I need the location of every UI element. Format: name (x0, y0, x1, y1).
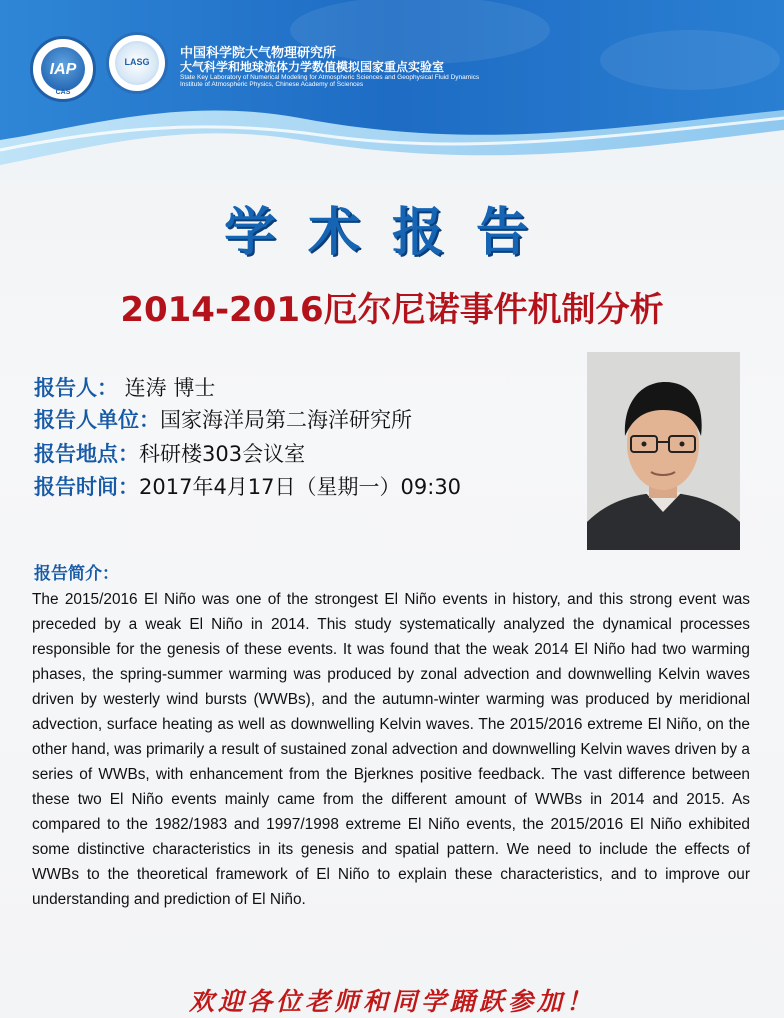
speaker-value: 连涛 博士 (118, 376, 216, 400)
org-name-cn-1: 中国科学院大气物理研究所 (180, 46, 337, 61)
cas-logo-text: CAS (55, 89, 71, 96)
time-label: 报告时间： (34, 475, 139, 499)
affiliation-row (34, 404, 412, 434)
time-row (34, 471, 461, 501)
affiliation-label: 报告人单位： (34, 408, 160, 432)
abstract-text: The 2015/2016 El Niño was one of the strongest El Niño events in history, and this strong event was preceded by a weak El Niño in 2014. This study systematically analyzed the dynamical processes responsible for the genesis of these events. It was found that the weak 2014 El Niño had two warming phases, the spring-summer warming was produced by zonal advection and downwelling Kelvin waves driven by westerly wind bursts (WWBs), and the autumn-winter warming was produced by meridional advection, surface heating as well as downwelling Kelvin waves. The 2015/2016 extreme El Niño, on the other hand, was primarily a result of sustained zonal advection and downwelling Kelvin waves driven by a series of WWBs, with enhancement from the Bjerknes positive feedback. The vast difference between these two El Niño events mainly came from the different amount of WWBs in 2014 and 2015. As compared to the 1982/1983 and 1997/1998 extreme El Niño events, the 2015/2016 El Niño exhibited some distinctive characteristics in its genesis and spatial pattern. We need to include the effects of WWBs to the theoretical framework of El Niño to explain these characteristics, and to improve our understanding and prediction of El Niño. (32, 591, 750, 908)
lasg-logo (106, 32, 168, 94)
time-value: 2017年4月17日（星期一）09:30 (139, 475, 462, 499)
welcome-footer: 欢迎各位老师和同学踊跃参加！ (188, 987, 595, 1016)
location-value: 科研楼303会议室 (139, 442, 306, 466)
lasg-logo-text: LASG (124, 57, 150, 67)
talk-title: 2014-2016厄尔尼诺事件机制分析 (120, 290, 664, 330)
header-wave-graphic (0, 0, 784, 180)
speaker-label: 报告人： (34, 376, 118, 400)
org-name-cn-2: 大气科学和地球流体力学数值模拟国家重点实验室 (180, 60, 445, 74)
speaker-photo (587, 352, 740, 550)
org-name-en-2: Institute of Atmospheric Physics, Chinese Academy of Sciences (180, 81, 364, 88)
iap-logo-text: IAP (49, 61, 77, 78)
iap-logo (30, 36, 96, 102)
affiliation-value: 国家海洋局第二海洋研究所 (160, 408, 412, 432)
location-label: 报告地点： (34, 442, 139, 466)
abstract-heading: 报告简介： (34, 564, 119, 584)
location-row (34, 438, 305, 468)
header-banner (0, 0, 784, 180)
poster-title: 学术报告 (223, 202, 560, 263)
speaker-row (34, 372, 215, 402)
org-name-en-1: State Key Laboratory of Numerical Modeling for Atmospheric Sciences and Geophysical Fluid Dynamics (180, 74, 480, 81)
